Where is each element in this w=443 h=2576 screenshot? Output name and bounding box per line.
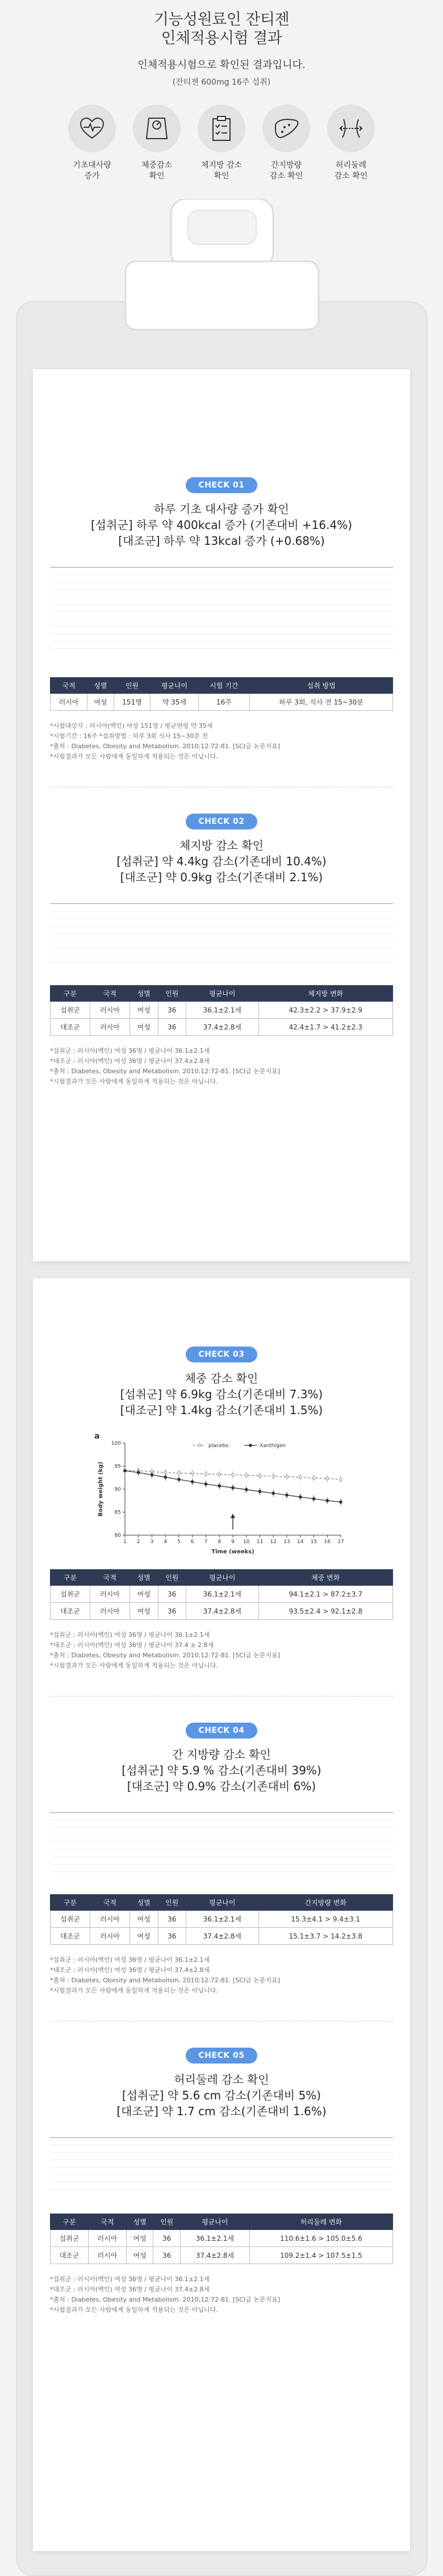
footnote: *시험결과가 모든 사람에게 동일하게 적용되는 것은 아닙니다. [50, 753, 218, 760]
table-header: 평균나이 [180, 2214, 249, 2230]
table-header: 인원 [158, 1570, 186, 1586]
x-tick-label: 6 [190, 1539, 194, 1545]
result-sheet-2 [33, 1278, 410, 2551]
table-header: 평균나이 [186, 986, 258, 1002]
clipboard-clip-icon [114, 199, 330, 335]
table-cell: 36 [158, 1911, 186, 1928]
table-header: 평균나이 [186, 1895, 258, 1911]
table-header: 국적 [51, 678, 87, 694]
data-point [204, 1473, 207, 1475]
x-tick-label: 8 [218, 1539, 222, 1545]
x-tick-label: 7 [204, 1539, 208, 1545]
benefit-label: 체중감소 [141, 161, 173, 170]
x-tick-label: 15 [310, 1539, 317, 1545]
data-point [326, 1477, 329, 1480]
benefit-label: 감소 확인 [334, 172, 368, 181]
footnote: *섭취군 : 러시아(백인) 여성 36명 / 평균나이 36.1±2.1세 [50, 1631, 210, 1639]
table-header: 국적 [90, 1570, 129, 1586]
y-tick-label: 90 [114, 1487, 121, 1493]
x-tick-label: 4 [164, 1539, 168, 1545]
footnote: *시험결과가 모든 사람에게 동일하게 적용되는 것은 아닙니다. [50, 1662, 218, 1669]
table-row [51, 1603, 393, 1620]
table-cell: 15.1±3.7 > 14.2±3.8 [258, 1928, 392, 1945]
table-row [51, 2247, 393, 2264]
table-header: 간지방량 변화 [258, 1895, 392, 1911]
x-tick-label: 17 [337, 1539, 344, 1545]
check-title-line: [대조군] 약 0.9kg 감소(기존대비 2.1%) [120, 870, 323, 884]
study-table-image [50, 560, 393, 668]
check-title [50, 837, 393, 885]
title-line-2: 인체적용시험 결과 [161, 30, 282, 47]
table-cell: 여성 [129, 1586, 158, 1603]
data-point [164, 1476, 167, 1479]
table-row [51, 1928, 393, 1945]
check-title-line: [섭취군] 약 6.9kg 감소(기존대비 7.3%) [120, 1387, 323, 1401]
table-cell: 러시아 [88, 2230, 126, 2247]
footnote: *섭취군 : 러시아(백인) 여성 36명 / 평균나이 36.1±2.1세 [50, 2275, 210, 2283]
check-title-line: [대조군] 약 0.9% 감소(기존대비 6%) [127, 1779, 316, 1793]
study-table-figure [50, 1806, 393, 1872]
legend-label: Xanthigen [260, 1443, 286, 1449]
data-point [299, 1476, 302, 1479]
table-cell: 러시아 [90, 1928, 129, 1945]
table-cell: 대조군 [51, 1928, 90, 1945]
footnote: *대조군 : 러시아(백인) 여성 36명 / 평균나이 37.4±2.8세 [50, 1057, 210, 1065]
table-cell: 섭취군 [51, 1002, 90, 1019]
table-cell: 37.4±2.8세 [186, 1603, 258, 1620]
x-tick-label: 13 [283, 1539, 290, 1545]
footnote: *시험기간 : 16주 *섭취방법 : 하루 3회 식사 15~30분 전 [50, 732, 208, 740]
data-point [232, 1486, 235, 1489]
scale-icon [133, 105, 181, 152]
footnote: *대조군 : 러시아(백인) 여성 36명 / 평균나이 37.4±2.8세 [50, 2286, 210, 2293]
study-table-image [50, 1806, 393, 1885]
check-02-section [50, 814, 393, 1087]
y-tick-label: 95 [114, 1464, 121, 1470]
data-point [232, 1473, 235, 1476]
data-point [286, 1494, 289, 1497]
footnote: *섭취군 : 러시아(백인) 여성 36명 / 평균나이 36.1±2.1세 [50, 1956, 210, 1964]
table-cell: 151명 [114, 694, 151, 711]
study-info-table [50, 1569, 393, 1620]
table-cell: 15.3±4.1 > 9.4±3.1 [258, 1911, 392, 1928]
arrow-head [231, 1514, 235, 1518]
check-title-line: [섭취군] 약 5.9 % 감소(기존대비 39%) [122, 1764, 321, 1777]
clipboard-check-icon [198, 105, 245, 152]
heart-pulse-icon [68, 105, 116, 152]
data-point [340, 1500, 342, 1503]
check-title [50, 501, 393, 549]
study-table-figure [50, 560, 393, 649]
footnote: *시험결과가 모든 사람에게 동일하게 적용되는 것은 아닙니다. [50, 1078, 218, 1085]
table-cell: 여성 [129, 1002, 158, 1019]
weight-chart-svg [91, 1429, 352, 1560]
table-cell: 러시아 [51, 694, 87, 711]
table-cell: 36 [158, 1019, 186, 1036]
data-point [245, 1474, 248, 1477]
table-header: 평균나이 [186, 1570, 258, 1586]
benefit-label: 확인 [214, 172, 229, 181]
table-cell: 약 35세 [151, 694, 198, 711]
data-point [178, 1472, 181, 1474]
table-cell: 109.2±1.4 > 107.5±1.5 [249, 2247, 392, 2264]
study-table-image [50, 897, 393, 976]
table-header: 섭취 방법 [250, 678, 393, 694]
result-sheet-1 [33, 369, 410, 1261]
table-header: 국적 [90, 1895, 129, 1911]
check-title-line: 하루 기초 대사량 증가 확인 [154, 502, 289, 516]
data-point [137, 1471, 140, 1474]
table-cell: 36.1±2.1세 [186, 1911, 258, 1928]
title-line-1: 기능성원료인 잔티젠 [153, 11, 290, 28]
table-header: 평균나이 [151, 678, 198, 694]
x-tick-label: 14 [297, 1539, 304, 1545]
check-title-line: 체중 감소 확인 [185, 1372, 258, 1385]
study-info-table [50, 985, 393, 1036]
table-header: 성별 [129, 986, 158, 1002]
benefit-label: 체지방 감소 [200, 161, 243, 170]
check-title-line: 체지방 감소 확인 [179, 839, 264, 852]
study-table-figure [50, 2131, 393, 2190]
footnote: *출처 : Diabetes, Obesity and Metabolism. 2010;12:72-81. [SCI급 논문지표] [50, 2296, 281, 2303]
benefit-icons [0, 105, 443, 182]
check-title-line: [섭취군] 약 4.4kg 감소(기존대비 10.4%) [116, 855, 327, 868]
footnote: *섭취군 : 러시아(백인) 여성 36명 / 평균나이 36.1±2.1세 [50, 1047, 210, 1054]
table-header: 성별 [126, 2214, 153, 2230]
study-info-table [50, 2214, 393, 2264]
legend-marker [198, 1444, 201, 1447]
x-tick-label: 1 [123, 1539, 127, 1545]
table-cell: 섭취군 [51, 1586, 90, 1603]
footnote: *시험결과가 모든 사람에게 동일하게 적용되는 것은 아닙니다. [50, 1987, 218, 1994]
check-title-line: [대조군] 약 1.4kg 감소(기존대비 1.5%) [120, 1403, 323, 1417]
weight-chart [91, 1429, 352, 1560]
table-header: 구분 [51, 1570, 90, 1586]
check-title [50, 1370, 393, 1418]
table-cell: 여성 [126, 2247, 153, 2264]
table-cell: 36 [158, 1928, 186, 1945]
table-header: 인원 [114, 678, 151, 694]
table-cell: 섭취군 [51, 2230, 89, 2247]
study-table-image [50, 2131, 393, 2204]
table-cell: 16주 [198, 694, 250, 711]
study-info-table [50, 677, 393, 711]
data-point [124, 1469, 127, 1472]
table-cell: 대조군 [51, 2247, 89, 2264]
benefit-label: 기초대사량 [73, 161, 111, 170]
clipboard-section [0, 301, 443, 2576]
subtitle: 인체적용시험으로 확인된 결과입니다. [137, 59, 306, 71]
check-title [50, 2071, 393, 2119]
table-cell: 러시아 [90, 1603, 129, 1620]
data-point [286, 1475, 289, 1478]
check-badge: CHECK 03 [186, 1347, 257, 1362]
footnotes [50, 2274, 393, 2315]
legend-label: placebo [208, 1443, 229, 1449]
benefit-item [323, 105, 379, 182]
benefit-item [258, 105, 315, 182]
data-point [218, 1473, 221, 1476]
check-title [50, 1746, 393, 1794]
table-cell: 러시아 [90, 1019, 129, 1036]
benefit-item [128, 105, 185, 182]
data-point [340, 1478, 342, 1481]
table-row [51, 1019, 393, 1036]
table-cell: 러시아 [88, 2247, 126, 2264]
y-tick-label: 85 [114, 1510, 121, 1516]
check-04-section [50, 1723, 393, 1996]
table-cell: 36.1±2.1세 [186, 1002, 258, 1019]
check-05-section [50, 2048, 393, 2315]
footnote: *출처 : Diabetes, Obesity and Metabolism. 2010;12:72-81. [SCI급 논문지표] [50, 1068, 281, 1075]
panel-label: a [94, 1432, 100, 1441]
table-cell: 여성 [126, 2230, 153, 2247]
check-title-line: [섭취군] 하루 약 400kcal 증가 (기존대비 +16.4%) [90, 518, 353, 532]
table-header: 국적 [90, 986, 129, 1002]
check-badge: CHECK 01 [186, 477, 257, 493]
table-cell: 36 [153, 2247, 180, 2264]
table-cell: 37.4±2.8세 [186, 1928, 258, 1945]
table-cell: 42.3±2.2 > 37.9±2.9 [258, 1002, 392, 1019]
benefit-label: 확인 [149, 172, 165, 181]
table-cell: 110.6±1.6 > 105.0±5.6 [249, 2230, 392, 2247]
table-cell: 섭취군 [51, 1911, 90, 1928]
y-tick-label: 80 [114, 1533, 121, 1539]
check-badge: CHECK 04 [186, 1723, 257, 1739]
x-tick-label: 16 [324, 1539, 331, 1545]
table-header: 허리둘레 변화 [249, 2214, 392, 2230]
table-header: 성별 [129, 1895, 158, 1911]
table-cell: 러시아 [90, 1586, 129, 1603]
liver-icon [262, 105, 310, 152]
check-03-section [50, 1347, 393, 1671]
data-point [272, 1475, 275, 1478]
x-tick-label: 3 [150, 1539, 154, 1545]
x-tick-label: 11 [256, 1539, 264, 1545]
table-cell: 36.1±2.1세 [180, 2230, 249, 2247]
data-point [178, 1478, 181, 1481]
table-row [51, 1002, 393, 1019]
data-point [164, 1471, 167, 1474]
table-cell: 여성 [129, 1019, 158, 1036]
check-title-line: 허리둘레 감소 확인 [174, 2073, 269, 2086]
footnotes [50, 721, 393, 762]
table-cell: 여성 [129, 1911, 158, 1928]
table-cell: 36 [158, 1586, 186, 1603]
check-badge: CHECK 05 [186, 2048, 257, 2064]
x-tick-label: 5 [177, 1539, 181, 1545]
table-header: 인원 [158, 986, 186, 1002]
data-point [191, 1481, 194, 1483]
benefit-label: 간지방량 [270, 161, 302, 170]
table-header: 체중 변화 [258, 1570, 392, 1586]
x-axis-label: Time (weeks) [211, 1549, 254, 1555]
data-point [258, 1474, 261, 1477]
footnote: *시험결과가 모든 사람에게 동일하게 적용되는 것은 아닙니다. [50, 2306, 218, 2314]
table-row [51, 1586, 393, 1603]
benefit-item [193, 105, 250, 182]
data-point [299, 1495, 302, 1498]
dose-note: (잔티젠 600mg 16주 섭취) [172, 78, 271, 87]
table-cell: 러시아 [90, 1002, 129, 1019]
benefit-item [64, 105, 120, 182]
check-title-line: [대조군] 하루 약 13kcal 증가 (+0.68%) [118, 534, 325, 548]
x-tick-label: 9 [231, 1539, 235, 1545]
footnote: *시험대상자 : 러시아(백인) 여성 151명 / 평균연령 약 35세 [50, 722, 213, 730]
footnote: *출처 : Diabetes, Obesity and Metabolism. 2010;12:72-81. [SCI급 논문지표] [50, 743, 281, 750]
table-header: 국적 [88, 2214, 126, 2230]
benefit-label: 감소 확인 [269, 172, 303, 181]
footnote: *출처 : Diabetes, Obesity and Metabolism. 2010;12:72-81. [SCI급 논문지표] [50, 1977, 281, 1984]
benefit-label: 허리둘레 [335, 161, 367, 170]
table-cell: 42.4±1.7 > 41.2±2.3 [258, 1019, 392, 1036]
table-cell: 36 [158, 1002, 186, 1019]
table-cell: 여성 [129, 1928, 158, 1945]
y-tick-label: 100 [111, 1441, 121, 1447]
footnote: *대조군 : 러시아(백인) 여성 36명 / 평균나이 37.4±2.8세 [50, 1966, 210, 1974]
table-cell: 러시아 [90, 1911, 129, 1928]
benefit-label: 증가 [84, 172, 100, 181]
table-cell: 36.1±2.1세 [186, 1586, 258, 1603]
table-header: 시험 기간 [198, 678, 250, 694]
check-title-line: [대조군] 약 1.7 cm 감소(기존대비 1.6%) [116, 2104, 327, 2118]
x-tick-label: 10 [243, 1539, 250, 1545]
footnotes [50, 1046, 393, 1087]
table-cell: 36 [153, 2230, 180, 2247]
study-info-table [50, 1894, 393, 1945]
data-point [191, 1472, 194, 1475]
table-header: 구분 [51, 986, 90, 1002]
table-header: 인원 [158, 1895, 186, 1911]
data-point [218, 1485, 221, 1487]
x-tick-label: 2 [136, 1539, 140, 1545]
table-cell: 37.4±2.8세 [186, 1019, 258, 1036]
data-point [245, 1488, 248, 1491]
table-cell: 93.5±2.4 > 92.1±2.8 [258, 1603, 392, 1620]
table-row [51, 1911, 393, 1928]
waist-icon [327, 105, 375, 152]
table-cell: 여성 [129, 1603, 158, 1620]
table-cell: 여성 [87, 694, 114, 711]
table-header: 성별 [87, 678, 114, 694]
table-cell: 94.1±2.1 > 87.2±3.7 [258, 1586, 392, 1603]
check-01-section [50, 477, 393, 762]
check-title-line: 간 지방량 감소 확인 [172, 1748, 271, 1761]
data-point [312, 1477, 315, 1479]
footnote: *대조군 : 러시아(백인) 여성 36명 / 평균나이 37.4 ± 2.8세 [50, 1641, 214, 1649]
x-tick-label: 12 [270, 1539, 277, 1545]
footnotes [50, 1955, 393, 1996]
table-cell: 36 [158, 1603, 186, 1620]
legend-marker [249, 1444, 252, 1447]
data-point [151, 1473, 153, 1476]
table-header: 성별 [129, 1570, 158, 1586]
table-cell: 하루 3회, 식사 전 15~30분 [250, 694, 393, 711]
table-cell: 37.4±2.8세 [180, 2247, 249, 2264]
page-title [0, 10, 443, 48]
data-point [204, 1483, 207, 1486]
footnotes [50, 1630, 393, 1671]
data-point [272, 1492, 275, 1495]
table-row [51, 694, 393, 711]
data-point [312, 1498, 315, 1500]
table-row [51, 2230, 393, 2247]
table-header: 구분 [51, 2214, 89, 2230]
table-cell: 대조군 [51, 1019, 90, 1036]
study-table-figure [50, 897, 393, 963]
table-cell: 대조군 [51, 1603, 90, 1620]
check-title-line: [섭취군] 약 5.6 cm 감소(기존대비 5%) [122, 2089, 321, 2102]
table-header: 인원 [153, 2214, 180, 2230]
table-header: 체지방 변화 [258, 986, 392, 1002]
section-divider [50, 1696, 393, 1697]
y-axis-label: Body weight (kg) [98, 1461, 104, 1517]
data-point [326, 1499, 329, 1502]
check-badge: CHECK 02 [186, 814, 257, 830]
data-point [258, 1490, 261, 1493]
footnote: *출처 : Diabetes, Obesity and Metabolism. 2010;12:72-81. [SCI급 논문지표] [50, 1652, 281, 1659]
table-header: 구분 [51, 1895, 90, 1911]
